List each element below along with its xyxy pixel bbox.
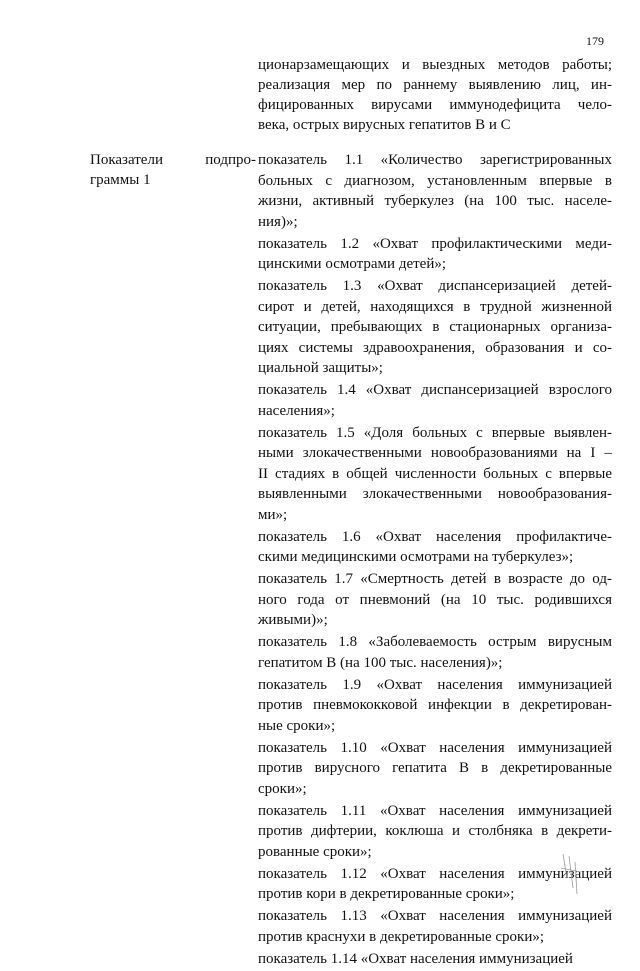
indicator-item (258, 150, 612, 232)
indicator-item (258, 569, 612, 631)
indicator-line: рованные сроки»; (258, 843, 372, 860)
indicator-line: против кори в декретированные сроки»; (258, 886, 515, 902)
indicator-line: ми»; (258, 506, 288, 523)
indicator-item (258, 423, 612, 526)
indicator-line: показатель 1.14 «Охват населения иммунизацией (258, 950, 573, 967)
indicator-item (258, 632, 612, 673)
indicator-line: против дифтерии, коклюша и столбняка в декрети- (258, 823, 612, 839)
label-word: Показатели (90, 152, 163, 168)
indicator-line: показатель 1.6 «Охват населения профилактиче- (258, 528, 612, 545)
indicator-line: против пневмококковой инфекции в декретирован- (258, 697, 612, 713)
indicator-line: живыми)»; (258, 612, 328, 628)
indicator-line: сроки»; (258, 780, 307, 797)
indicator-line: ния)»; (258, 213, 298, 230)
indicator-line: показатель 1.11 «Охват населения иммунизацией (258, 802, 612, 819)
indicator-line: больных с диагнозом, установленным впервые в (258, 172, 612, 189)
indicator-item (258, 380, 612, 421)
indicator-line: гепатитом В (на 100 тыс. населения)»; (258, 654, 503, 671)
indicator-line: показатель 1.8 «Заболеваемость острым вирусным (258, 634, 612, 650)
indicator-line: выявленными злокачественными новообразования- (258, 486, 612, 502)
text-line: ционарзамещающих и выездных методов работы; (258, 57, 612, 73)
indicator-line: ными злокачественными новообразованиями на I – (258, 445, 612, 461)
page-number: 179 (586, 34, 604, 48)
label-word: подпро- (205, 152, 256, 168)
indicator-item (258, 675, 612, 737)
text-line: реализация мер по раннему выявлению лиц, ин- (258, 77, 612, 93)
indicator-line: жизни, активный туберкулез (на 100 тыс. населе- (258, 193, 612, 209)
indicator-line: показатель 1.4 «Охват диспансеризацией взрослого (258, 382, 612, 398)
indicator-line: циях системы здравоохранения, образования и со- (258, 339, 612, 356)
indicator-line: показатель 1.10 «Охват населения иммунизацией (258, 739, 612, 756)
handwritten-mark (555, 848, 595, 898)
indicator-line: ситуации, пребывающих в стационарных организа- (258, 319, 612, 335)
program-tasks-continuation (258, 55, 612, 135)
indicator-line: показатель 1.2 «Охват профилактическими меди- (258, 235, 612, 252)
subprogram-indicators-label (90, 150, 256, 190)
indicator-item (258, 276, 612, 379)
indicator-item (258, 234, 612, 275)
indicator-item (258, 906, 612, 947)
indicator-line: цинскими осмотрами детей»; (258, 256, 447, 272)
indicator-line: II стадиях в общей численности больных с впервые (258, 465, 612, 482)
indicator-item (258, 949, 612, 970)
indicator-line: сирот и детей, находящихся в трудной жизненной (258, 298, 612, 315)
indicator-line: населения»; (258, 402, 335, 419)
indicator-line: показатель 1.12 «Охват населения иммунизацией (258, 865, 612, 882)
label-word: граммы 1 (90, 172, 151, 188)
indicator-line: показатель 1.7 «Смертность детей в возрасте до од- (258, 571, 612, 587)
indicator-line: показатель 1.5 «Доля больных с впервые выявлен- (258, 424, 612, 441)
indicator-line: против вирусного гепатита В в декретированные (258, 760, 612, 776)
indicator-line: ные сроки»; (258, 717, 336, 734)
indicator-item (258, 527, 612, 568)
text-line: века, острых вирусных гепатитов В и С (258, 117, 511, 133)
indicator-item (258, 738, 612, 800)
indicator-line: показатель 1.3 «Охват диспансеризацией детей- (258, 278, 612, 294)
indicator-line: показатель 1.9 «Охват населения иммунизацией (258, 676, 612, 693)
indicator-line: показатель 1.13 «Охват населения иммунизацией (258, 908, 612, 924)
indicator-line: циальной защиты»; (258, 360, 383, 376)
indicator-line: показатель 1.1 «Количество зарегистрированных (258, 152, 612, 168)
indicator-line: ного года от пневмоний (на 10 тыс. родившихся (258, 591, 612, 608)
text-line: фицированных вирусами иммунодефицита чело- (258, 97, 612, 113)
indicator-line: скими медицинскими осмотрами на туберкулез»; (258, 549, 574, 565)
indicator-line: против краснухи в декретированные сроки»; (258, 928, 545, 945)
